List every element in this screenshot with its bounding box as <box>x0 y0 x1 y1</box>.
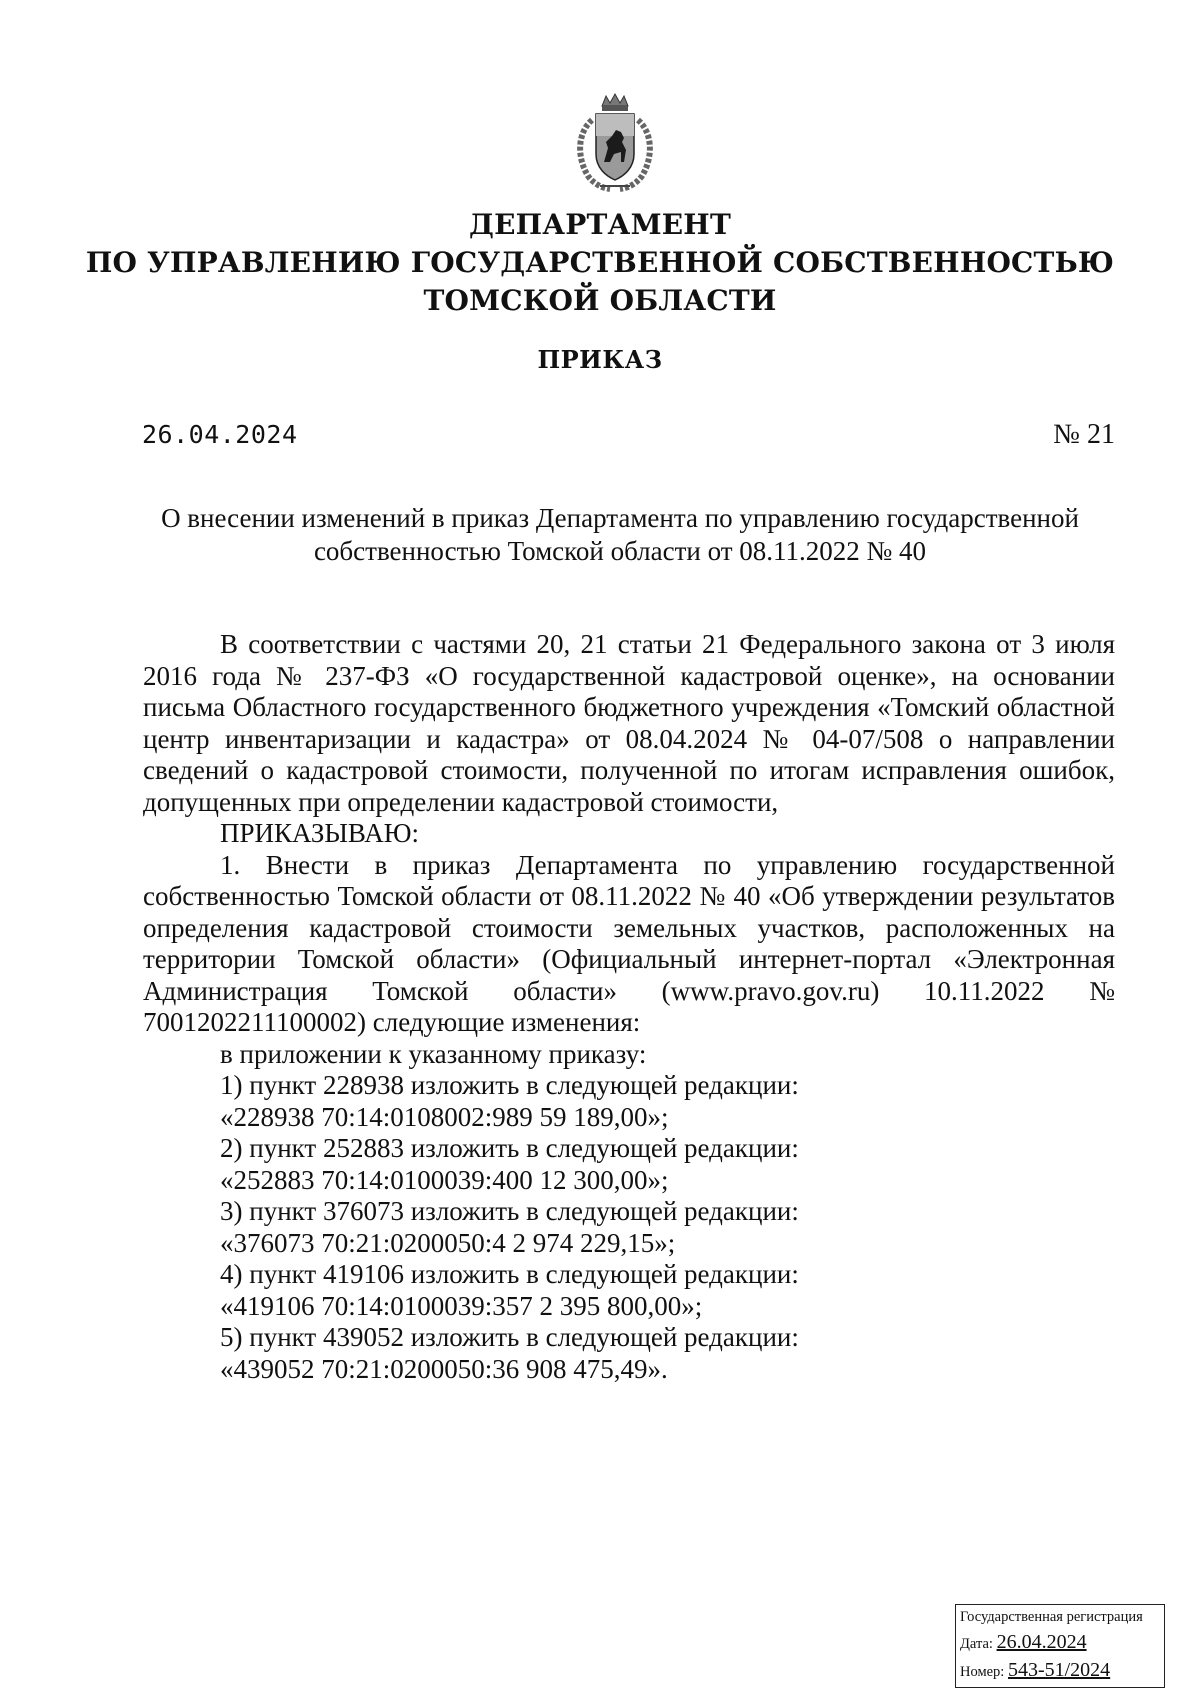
order-word: ПРИКАЗЫВАЮ: <box>220 818 419 848</box>
document-type: ПРИКАЗ <box>537 345 663 374</box>
department-title-line-3: ТОМСКОЙ ОБЛАСТИ <box>423 284 777 317</box>
department-title-line-2: ПО УПРАВЛЕНИЮ ГОСУДАРСТВЕННОЙ СОБСТВЕННОСТЬЮ <box>85 246 1115 279</box>
change-point: 1) пункт 228938 изложить в следующей редакции: <box>220 1070 799 1100</box>
registration-stamp-title: Государственная регистрация <box>960 1609 1143 1625</box>
change-value: «228938 70:14:0108002:989 59 189,00»; <box>220 1101 669 1132</box>
registration-number-row <box>960 1658 1110 1684</box>
change-point: 5) пункт 439052 изложить в следующей редакции: <box>220 1322 799 1352</box>
order-number: № 21 <box>1053 419 1115 450</box>
item-1-paragraph: 1. Внести в приказ Департамента по управлению государственной собственностью Томской области от 08.11.2022 № 40 «Об утверждении результатов определения кадастровой стоимости земельных участков, расположенных на территории Томской области» (Официальный интернет-портал «Электронная Администрация Томской области» (www.pravo.gov.ru) 10.11.2022 № 7001202211100002) следующие изменения: <box>143 849 1115 1037</box>
department-title-line-1: ДЕПАРТАМЕНТ <box>468 208 731 241</box>
change-value: «439052 70:21:0200050:36 908 475,49». <box>220 1353 668 1384</box>
registration-number-label: Номер: <box>960 1664 1005 1680</box>
registration-number-value: 543-51/2024 <box>1007 1659 1111 1681</box>
appendix-intro: в приложении к указанному приказу: <box>220 1038 647 1069</box>
order-title: О внесении изменений в приказ Департамента по управлению государственной собственностью Томской области от 08.11.2022 № 40 <box>161 503 1079 566</box>
registration-date-value: 26.04.2024 <box>996 1631 1087 1653</box>
change-value: «252883 70:14:0100039:400 12 300,00»; <box>220 1164 669 1195</box>
registration-stamp <box>955 1604 1165 1688</box>
change-value: «376073 70:21:0200050:4 2 974 229,15»; <box>220 1227 676 1258</box>
registration-date-row <box>960 1630 1087 1656</box>
change-point: 4) пункт 419106 изложить в следующей редакции: <box>220 1259 799 1289</box>
tomsk-coat-of-arms-icon <box>566 92 664 192</box>
change-point: 2) пункт 252883 изложить в следующей редакции: <box>220 1133 799 1163</box>
order-date: 26.04.2024 <box>142 420 298 449</box>
preamble-paragraph: В соответствии с частями 20, 21 статьи 21 Федерального закона от 3 июля 2016 года № 237-ФЗ «О государственной кадастровой оценке», на основании письма Областного государственного бюджетного учреждения «Томский областной центр инвентаризации и кадастра» от 08.04.2024 № 04-07/508 о направлении сведений о кадастровой стоимости, полученной по итогам исправления ошибок, допущенных при определении кадастровой стоимости, <box>143 629 1115 817</box>
registration-date-label: Дата: <box>960 1636 993 1652</box>
order-body <box>143 629 1115 1385</box>
change-value: «419106 70:14:0100039:357 2 395 800,00»; <box>220 1290 703 1321</box>
change-point: 3) пункт 376073 изложить в следующей редакции: <box>220 1196 799 1226</box>
